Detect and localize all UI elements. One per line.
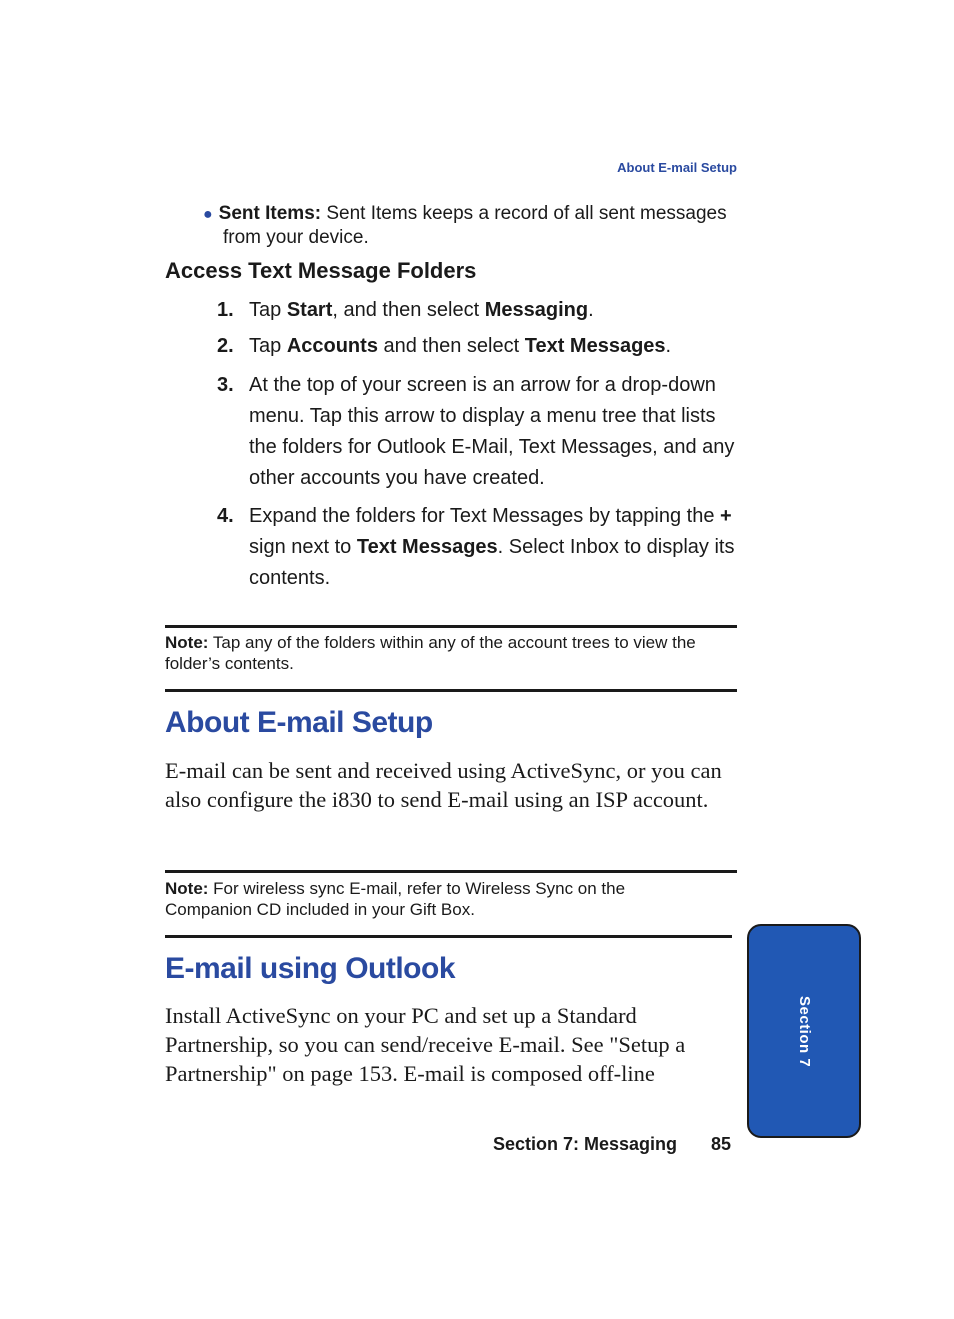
divider [165, 935, 732, 938]
divider [165, 689, 737, 692]
step-text: Tap Accounts and then select Text Messages. [249, 335, 672, 357]
step-number: 1. [217, 299, 234, 321]
step-text: At the top of your screen is an arrow for a drop-down menu. Tap this arrow to display a menu tree that lists the folders for Outlook E-Mail, Text Messages, and any other accounts you have created. [249, 374, 735, 489]
bullet-dot-icon: ● [203, 206, 213, 223]
step-number: 2. [217, 335, 234, 357]
note-text-cont: Companion CD included in your Gift Box. [165, 900, 475, 919]
access-heading: Access Text Message Folders [165, 258, 477, 283]
bullet-text: Sent Items keeps a record of all sent messages [321, 203, 727, 224]
bullet-text-cont: from your device. [223, 227, 369, 248]
note-label: Note: [165, 633, 209, 652]
step-2 [217, 331, 737, 362]
step-3 [217, 370, 737, 494]
note-text: Tap any of the folders within any of the account trees to view the folder’s contents. [165, 633, 696, 673]
step-text: Tap Start, and then select Messaging. [249, 299, 594, 321]
about-heading: About E-mail Setup [165, 706, 433, 739]
footer-section: Section 7: Messaging [493, 1134, 678, 1154]
step-text: Expand the folders for Text Messages by tapping the + sign next to Text Messages. Select Inbox to display its contents. [249, 505, 735, 589]
step-4 [217, 501, 737, 594]
bullet-label: Sent Items: [218, 203, 322, 224]
outlook-heading: E-mail using Outlook [165, 952, 456, 985]
about-body: E-mail can be sent and received using ActiveSync, or you can also configure the i830 to send E-mail using an ISP account. [165, 758, 722, 812]
divider [165, 625, 737, 628]
step-1 [217, 295, 737, 326]
divider [165, 870, 737, 873]
running-head: About E-mail Setup [617, 160, 737, 175]
note-folders [165, 632, 737, 674]
bullet-sent-items [203, 202, 743, 249]
step-number: 3. [217, 374, 234, 396]
note-wireless [165, 878, 737, 920]
page-number: 85 [711, 1134, 732, 1154]
section-tab [747, 924, 861, 1138]
note-text: For wireless sync E-mail, refer to Wireless Sync on the [208, 879, 626, 898]
step-number: 4. [217, 505, 234, 527]
note-label: Note: [165, 879, 209, 898]
outlook-body: Install ActiveSync on your PC and set up a Standard Partnership, so you can send/receive E-mail. See "Setup a Partnership" on page 153. E-mail is composed off-line [165, 1003, 686, 1086]
section-tab-label: Section 7 [796, 996, 813, 1068]
